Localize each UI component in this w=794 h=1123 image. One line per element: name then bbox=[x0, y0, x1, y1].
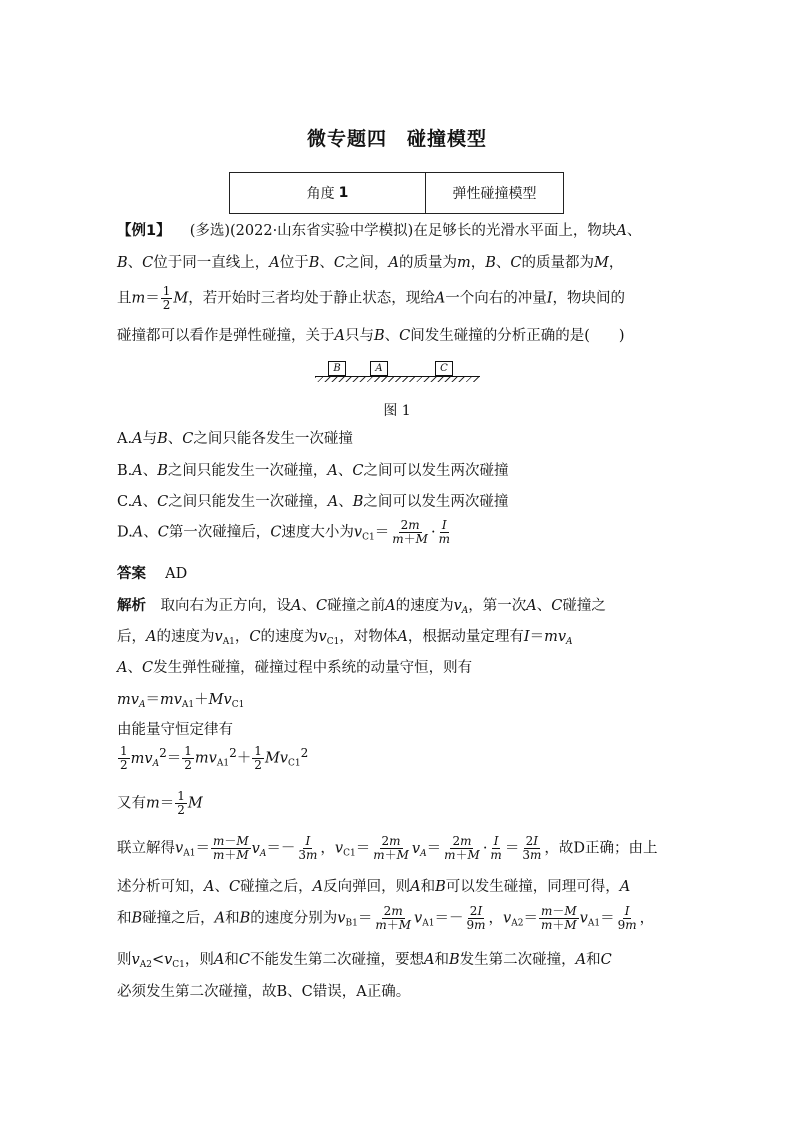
page-title: 微专题四 碰撞模型 bbox=[306, 128, 487, 150]
analysis-line-2: 后，A的速度为$v_{A1}$，C的速度为$v_{C1}$，对物体A，根据动量定理有$I=mv_A$ bbox=[117, 629, 573, 647]
angle-table bbox=[229, 172, 564, 214]
fraction: $\frac{I}{m}$ bbox=[438, 518, 450, 547]
analysis-line-5: 由能量守恒定律有 bbox=[117, 722, 233, 738]
fraction: $\frac{2I}{3m}$ bbox=[522, 834, 542, 863]
fraction: $\frac{I}{9m}$ bbox=[617, 904, 637, 933]
analysis-line-7: 又有m＝ $\frac{1}{2}$ M bbox=[117, 789, 203, 818]
analysis-line-12: 必须发生第二次碰撞，故B、C错误，A正确。 bbox=[117, 984, 411, 1000]
fraction: $\frac{2m}{m+M}$ bbox=[392, 518, 428, 547]
block-b: B bbox=[328, 361, 346, 376]
question-line-2: B、C位于同一直线上，A位于B、C之间，A的质量为m，B、C的质量都为M， bbox=[117, 255, 624, 271]
answer-line bbox=[117, 567, 187, 582]
ground-hatch bbox=[315, 377, 480, 382]
analysis-line-1: 解析 取向右为正方向，设A、C碰撞之前A的速度为$v_A$，第一次A、C碰撞之 bbox=[117, 598, 606, 616]
question-line-4: 碰撞都可以看作是弹性碰撞，关于A只与B、C间发生碰撞的分析正确的是( ) bbox=[117, 328, 625, 344]
angle-label-cell bbox=[230, 173, 426, 213]
fraction: $\frac{2I}{9m}$ bbox=[466, 904, 486, 933]
option-b: B.A、B之间只能发生一次碰撞，A、C之间可以发生两次碰撞 bbox=[117, 463, 509, 479]
figure-caption: 图 1 bbox=[383, 403, 411, 419]
option-a: A.A与B、C之间只能各发生一次碰撞 bbox=[117, 431, 353, 447]
analysis-line-6: $\frac{1}{2}$ $mv_A^2=$ $\frac{1}{2}$ $mv_{A1}^2+$ $\frac{1}{2}$ $Mv_{C1}^2$ bbox=[120, 744, 309, 773]
answer-label: 答案 bbox=[117, 566, 146, 582]
fraction: $\frac{1}{2}$ bbox=[162, 284, 171, 313]
option-d: D.A、C第一次碰撞后，C速度大小为$v_{C1}=$ $\frac{2m}{m+M}$ · $\frac{I}{m}$ bbox=[117, 518, 450, 547]
analysis-line-8: 联立解得$v_{A1}=$ $\frac{m-M}{m+M}$ $v_A=-$ $\frac{I}{3m}$ ，$v_{C1}=$ $\frac{2m}{m+M}$ $v_A=$ $\frac{2m}{m+M}$ · $\frac{I}{m}$ ＝ $\frac{2I}{3m}$ ，故D正确；由上 bbox=[117, 834, 658, 863]
fraction: $\frac{m-M}{m+M}$ bbox=[540, 904, 577, 933]
angle-number: 1 bbox=[338, 185, 349, 201]
fraction: $\frac{2m}{m+M}$ bbox=[444, 834, 480, 863]
answer-value: AD bbox=[165, 566, 188, 582]
analysis-line-10: 和B碰撞之后，A和B的速度分别为$v_{B1}=$ $\frac{2m}{m+M}$ $v_{A1}=-$ $\frac{2I}{9m}$ ，$v_{A2}=$ $\frac{m-M}{m+M}$ $v_{A1}=$ $\frac{I}{9m}$ ， bbox=[117, 904, 655, 933]
block-a: A bbox=[370, 361, 388, 376]
analysis-line-4: $mv_A=mv_{A1}+Mv_{C1}$ bbox=[117, 692, 245, 710]
fraction: $\frac{I}{3m}$ bbox=[298, 834, 318, 863]
fraction: $\frac{m-M}{m+M}$ bbox=[212, 834, 249, 863]
fraction: $\frac{I}{m}$ bbox=[490, 834, 502, 863]
fraction: $\frac{1}{2}$ bbox=[254, 744, 262, 773]
fraction: $\frac{1}{2}$ bbox=[184, 744, 192, 773]
angle-label: 角度 bbox=[306, 186, 335, 202]
example-tag: 【例1】 bbox=[117, 223, 171, 239]
figure-1 bbox=[315, 358, 480, 388]
fraction: $\frac{2m}{m+M}$ bbox=[373, 834, 409, 863]
block-c: C bbox=[435, 361, 453, 376]
analysis-line-11: 则$v_{A2}<v_{C1}$，则A和C不能发生第二次碰撞，要想A和B发生第二次碰撞，A和C bbox=[117, 952, 612, 970]
fraction: $\frac{2m}{m+M}$ bbox=[375, 904, 412, 933]
question-line-1: 【例1】 (多选)(2022·山东省实验中学模拟)在足够长的光滑水平面上，物块A、 bbox=[117, 223, 642, 239]
analysis-label: 解析 bbox=[117, 598, 146, 614]
fraction: $\frac{1}{2}$ bbox=[120, 744, 128, 773]
fraction: $\frac{1}{2}$ bbox=[177, 789, 185, 818]
question-line-3: 且m＝ $\frac{1}{2}$ M，若开始时三者均处于静止状态，现给A一个向右的冲量I，物块间的 bbox=[117, 284, 625, 313]
analysis-line-9: 述分析可知，A、C碰撞之后，A反向弹回，则A和B可以发生碰撞，同理可得，A bbox=[117, 879, 631, 895]
angle-topic: 弹性碰撞模型 bbox=[452, 186, 537, 202]
analysis-line-3: A、C发生弹性碰撞，碰撞过程中系统的动量守恒，则有 bbox=[117, 660, 473, 676]
option-c: C.A、C之间只能发生一次碰撞，A、B之间可以发生两次碰撞 bbox=[117, 494, 509, 510]
